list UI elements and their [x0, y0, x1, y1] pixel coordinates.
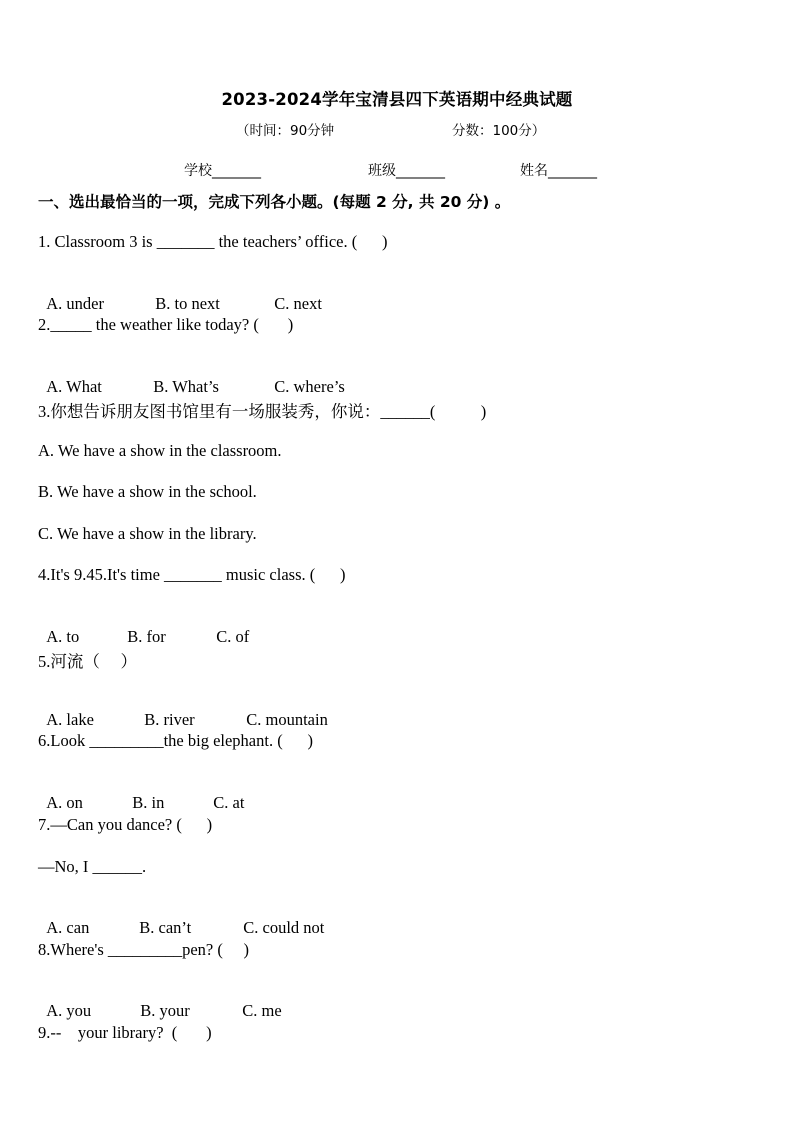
option-b: B. for	[127, 627, 166, 646]
question-6-options	[38, 773, 244, 813]
question-9: 9.-- your library? ( )	[38, 1023, 212, 1042]
option-c: C. where’s	[274, 377, 345, 396]
option-a: A. lake	[46, 710, 94, 729]
option-a: A. on	[46, 793, 83, 812]
exam-title: 2023-2024学年宝清县四下英语期中经典试题	[221, 90, 573, 109]
option-c: C. could not	[243, 918, 325, 937]
question-6: 6.Look _________the big elephant. ( )	[38, 731, 313, 750]
question-5: 5.河流（ ）	[38, 652, 137, 671]
option-c: C. me	[242, 1001, 282, 1020]
section-heading: 一、选出最恰当的一项，完成下列各小题。(每题 2 分, 共 20 分) 。	[38, 193, 511, 211]
question-8: 8.Where's _________pen? ( )	[38, 940, 249, 959]
option-a: A. What	[46, 377, 102, 396]
exam-score: 分数：100分）	[452, 123, 546, 139]
option-a: A. can	[46, 918, 90, 937]
option-b: B. your	[140, 1001, 190, 1020]
question-7-answer-line: —No, I ______.	[38, 857, 147, 876]
option-a: A. under	[46, 294, 104, 313]
question-3-option-c: C. We have a show in the library.	[38, 524, 257, 543]
option-c: C. mountain	[246, 710, 328, 729]
option-b: B. in	[132, 793, 165, 812]
exam-time: （时间：90分钟	[236, 123, 335, 139]
question-3-option-a: A. We have a show in the classroom.	[38, 441, 282, 460]
option-b: B. What’s	[153, 377, 219, 396]
option-b: B. river	[144, 710, 195, 729]
option-c: C. of	[216, 627, 250, 646]
question-5-options	[38, 690, 328, 730]
question-2-options	[38, 357, 345, 397]
option-a: A. you	[46, 1001, 92, 1020]
option-b: B. to next	[155, 294, 220, 313]
question-3-option-b: B. We have a show in the school.	[38, 482, 257, 501]
question-8-options	[38, 981, 282, 1021]
question-7-options	[38, 898, 324, 938]
question-4-options	[38, 607, 249, 647]
option-a: A. to	[46, 627, 80, 646]
question-4: 4.It's 9.45.It's time _______ music class. ( )	[38, 565, 346, 584]
question-1-options	[38, 274, 322, 314]
option-c: C. at	[213, 793, 245, 812]
option-c: C. next	[274, 294, 322, 313]
school-field: 学校_______	[184, 163, 261, 179]
question-3: 3.你想告诉朋友图书馆里有一场服装秀，你说：______( )	[38, 402, 487, 421]
question-2: 2._____ the weather like today? ( )	[38, 315, 294, 334]
question-1: 1. Classroom 3 is _______ the teachers’ office. ( )	[38, 232, 388, 251]
option-b: B. can’t	[139, 918, 192, 937]
question-7: 7.—Can you dance? ( )	[38, 815, 213, 834]
class-field: 班级_______	[368, 163, 445, 179]
name-field: 姓名_______	[520, 163, 597, 179]
